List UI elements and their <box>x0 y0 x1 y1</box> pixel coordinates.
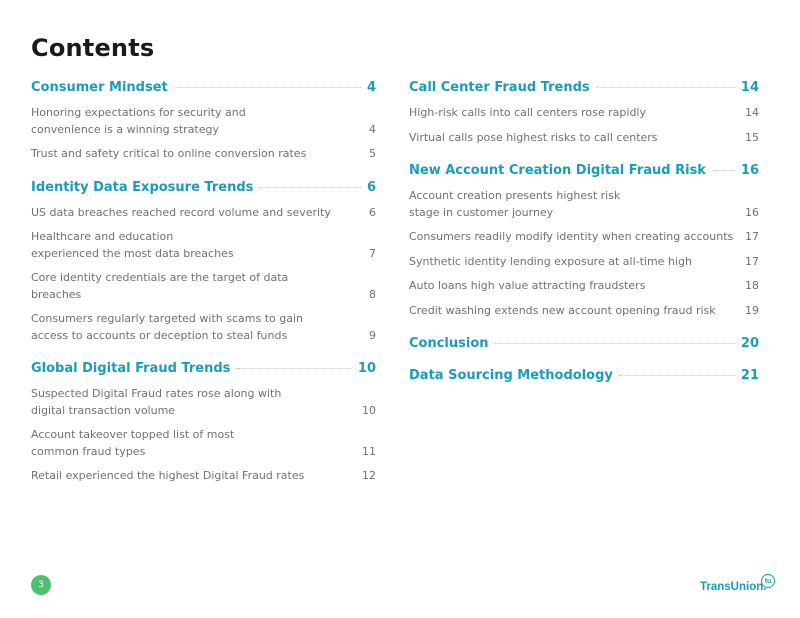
section-page: 4 <box>366 80 376 95</box>
toc-section[interactable] <box>409 336 759 351</box>
toc-section[interactable] <box>31 361 376 376</box>
section-title: Call Center Fraud Trends <box>409 80 590 95</box>
entry-title: Account creation presents highest risk stage in customer journey <box>409 189 621 219</box>
dot-leader <box>712 170 735 171</box>
toc-left-column <box>31 80 376 485</box>
entry-page: 12 <box>362 469 376 482</box>
entry-page: 9 <box>369 328 376 342</box>
section-page: 14 <box>740 80 759 95</box>
section-title: Data Sourcing Methodology <box>409 368 613 383</box>
entry-page: 18 <box>745 279 759 292</box>
entry-title: Core identity credentials are the target of data breaches <box>31 271 289 301</box>
toc-section[interactable] <box>31 80 376 95</box>
entry-title: US data breaches reached record volume and severity <box>31 205 331 219</box>
entry-page: 6 <box>369 205 376 219</box>
entry-title: Honoring expectations for security and convenience is a winning strategy <box>31 106 246 136</box>
dot-leader <box>596 87 735 88</box>
toc-entry[interactable] <box>409 188 759 221</box>
entry-page: 15 <box>745 130 759 144</box>
toc-entry[interactable] <box>31 146 376 163</box>
entry-page: 19 <box>745 303 759 317</box>
section-title: New Account Creation Digital Fraud Risk <box>409 163 706 178</box>
toc-entry[interactable] <box>409 254 759 271</box>
dot-leader <box>495 343 735 344</box>
entry-page: 7 <box>369 246 376 260</box>
entry-page: 14 <box>745 106 759 119</box>
entry-page: 4 <box>369 122 376 136</box>
dot-leader <box>619 375 735 376</box>
toc-entry[interactable] <box>31 386 376 419</box>
section-title: Conclusion <box>409 336 489 351</box>
toc-entry[interactable] <box>409 303 759 320</box>
toc-section[interactable] <box>409 368 759 383</box>
toc-entry[interactable] <box>31 427 376 460</box>
toc-entry[interactable] <box>31 270 376 303</box>
entry-title: High-risk calls into call centers rose rapidly <box>409 106 646 119</box>
entry-page: 8 <box>369 287 376 301</box>
toc-section[interactable] <box>409 80 759 95</box>
entry-title: Retail experienced the highest Digital Fraud rates <box>31 469 305 482</box>
section-title: Consumer Mindset <box>31 80 168 95</box>
entry-page: 17 <box>745 254 759 268</box>
dot-leader <box>174 87 361 88</box>
toc-entry[interactable] <box>31 205 376 222</box>
entry-title: Account takeover topped list of most common fraud types <box>31 428 235 458</box>
entry-title: Virtual calls pose highest risks to call centers <box>409 130 658 144</box>
entry-title: Credit washing extends new account opening fraud risk <box>409 303 716 317</box>
toc-entry[interactable] <box>409 278 759 295</box>
toc-right-column <box>409 80 759 383</box>
entry-title: Consumers readily modify identity when creating accounts <box>409 230 734 243</box>
toc-section[interactable] <box>31 180 376 195</box>
entry-title: Suspected Digital Fraud rates rose along with digital transaction volume <box>31 387 282 417</box>
page-number-badge: 3 <box>31 575 51 595</box>
section-page: 6 <box>366 179 376 195</box>
entry-page: 17 <box>745 230 759 243</box>
page-title: Contents <box>31 34 155 62</box>
dot-leader <box>259 187 361 188</box>
entry-page: 10 <box>362 403 376 417</box>
entry-title: Synthetic identity lending exposure at all-time high <box>409 254 692 268</box>
section-page: 10 <box>357 361 376 376</box>
entry-page: 16 <box>745 205 759 219</box>
logo-wordmark: TransUnion. <box>700 581 767 593</box>
toc-entry[interactable] <box>31 311 376 344</box>
entry-page: 5 <box>369 147 376 160</box>
section-title: Identity Data Exposure Trends <box>31 179 254 195</box>
entry-title: Consumers regularly targeted with scams to gain access to accounts or deception to steal funds <box>31 312 303 342</box>
toc-entry[interactable] <box>31 229 376 262</box>
toc-entry[interactable] <box>31 468 376 485</box>
section-page: 20 <box>740 336 759 351</box>
entry-title: Healthcare and education experienced the most data breaches <box>31 230 234 260</box>
transunion-logo <box>700 574 778 598</box>
toc-entry[interactable] <box>409 229 759 246</box>
toc-entry[interactable] <box>409 130 759 147</box>
dot-leader <box>236 368 352 369</box>
toc-entry[interactable] <box>409 105 759 122</box>
section-page: 21 <box>740 368 759 383</box>
toc-section[interactable] <box>409 163 759 178</box>
entry-title: Auto loans high value attracting fraudsters <box>409 279 646 292</box>
tu-logo-icon: tu <box>761 574 775 588</box>
section-page: 16 <box>740 163 759 178</box>
entry-page: 11 <box>362 444 376 458</box>
section-title: Global Digital Fraud Trends <box>31 361 231 376</box>
entry-title: Trust and safety critical to online conversion rates <box>31 147 307 160</box>
toc-entry[interactable] <box>31 105 376 138</box>
